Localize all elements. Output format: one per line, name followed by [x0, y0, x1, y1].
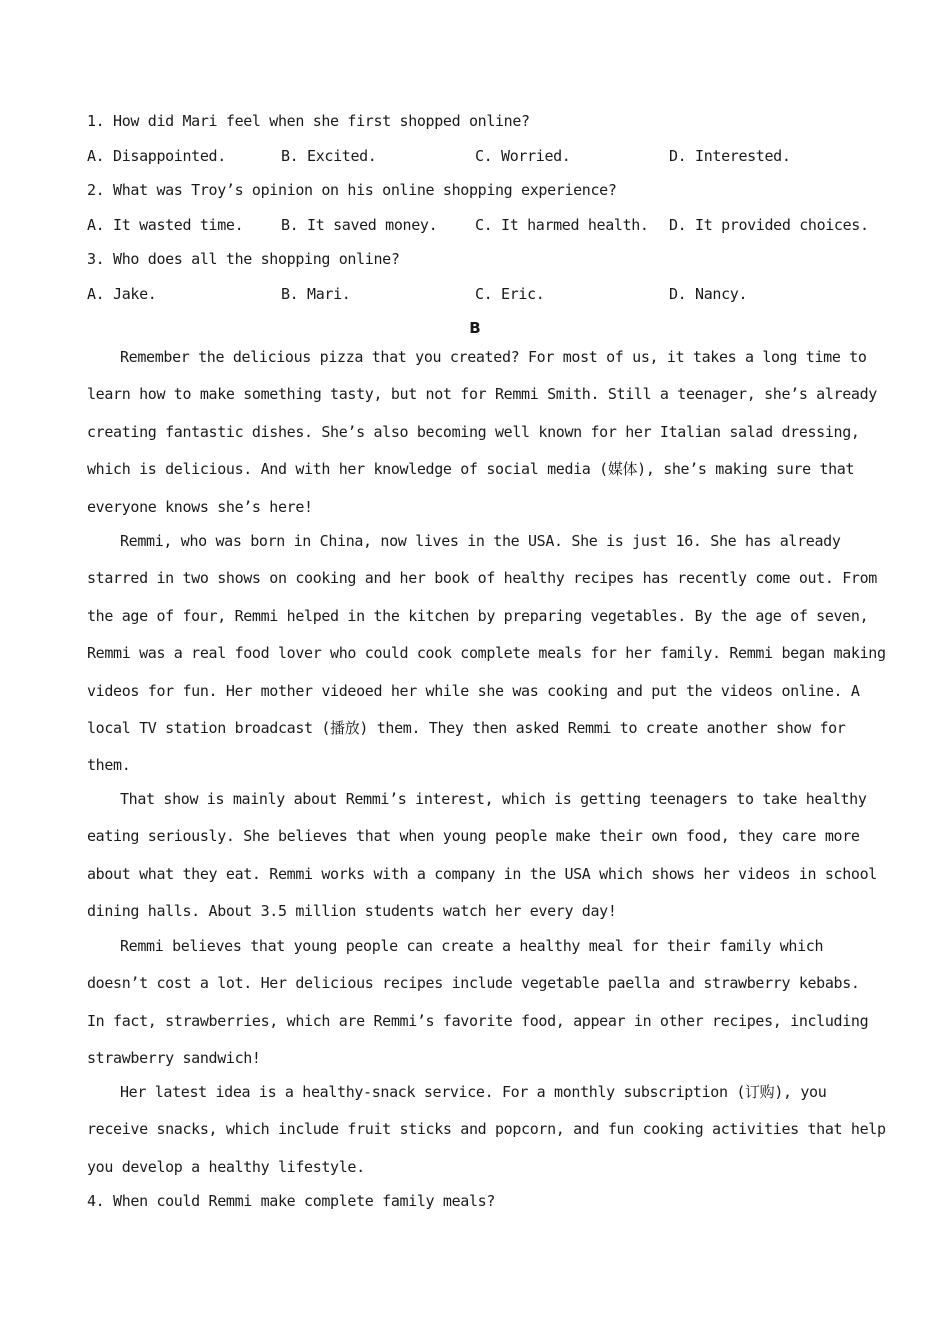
paragraph-line: about what they eat. Remmi works with a company in the USA which shows her videos in school — [87, 864, 877, 883]
question-2-option-a: A. It wasted time. — [87, 216, 244, 234]
paragraph-line: receive snacks, which include fruit sticks and popcorn, and fun cooking activities that help — [87, 1120, 886, 1139]
question-1-options — [87, 145, 872, 167]
paragraph-line: which is delicious. And with her knowledge of social media (媒体), she’s making sure that — [87, 460, 855, 479]
paragraph-line: you develop a healthy lifestyle. — [87, 1157, 365, 1176]
paragraph-line: everyone knows she’s here! — [87, 497, 313, 516]
paragraph-line: local TV station broadcast (播放) them. They then asked Remmi to create another show for — [87, 718, 846, 737]
paragraph-line: them. — [87, 756, 131, 775]
passage-paragraph-3 — [87, 788, 877, 938]
paragraph-line: Remmi was a real food lover who could cook complete meals for her family. Remmi began making — [87, 644, 886, 663]
question-3: 3. Who does all the shopping online? — [87, 250, 400, 268]
question-3-option-d: D. Nancy. — [669, 285, 748, 303]
question-1: 1. How did Mari feel when she first shopped online? — [87, 112, 530, 130]
paragraph-line: starred in two shows on cooking and her book of healthy recipes has recently come out. From — [87, 569, 877, 588]
question-1-option-c: C. Worried. — [475, 147, 571, 165]
question-1-option-a: A. Disappointed. — [87, 147, 226, 165]
question-2-options — [87, 214, 872, 236]
question-2: 2. What was Troy’s opinion on his online shopping experience? — [87, 181, 617, 199]
paragraph-line: eating seriously. She believes that when young people make their own food, they care more — [87, 827, 860, 846]
question-3-option-c: C. Eric. — [475, 285, 545, 303]
paragraph-line: That show is mainly about Remmi’s interest, which is getting teenagers to take healthy — [120, 790, 867, 808]
paragraph-line: strawberry sandwich! — [87, 1049, 261, 1068]
paragraph-line: learn how to make something tasty, but not for Remmi Smith. Still a teenager, she’s already — [87, 385, 877, 404]
paragraph-line: Remember the delicious pizza that you created? For most of us, it takes a long time to — [120, 348, 867, 366]
question-1-option-b: B. Excited. — [281, 147, 377, 165]
paragraph-line: In fact, strawberries, which are Remmi’s favorite food, appear in other recipes, including — [87, 1011, 869, 1030]
passage-paragraph-2 — [87, 530, 886, 792]
paragraph-line: Remmi, who was born in China, now lives in the USA. She is just 16. She has already — [120, 532, 841, 550]
passage-paragraph-4 — [87, 935, 877, 1085]
question-3-option-a: A. Jake. — [87, 285, 157, 303]
paragraph-line: Remmi believes that young people can create a healthy meal for their family which — [120, 937, 824, 955]
paragraph-line: creating fantastic dishes. She’s also becoming well known for her Italian salad dressing, — [87, 422, 860, 441]
section-b-title: B — [469, 319, 481, 337]
passage-paragraph-1 — [87, 346, 877, 533]
question-3-option-b: B. Mari. — [281, 285, 351, 303]
paragraph-line: Her latest idea is a healthy-snack service. For a monthly subscription (订购), you — [120, 1083, 827, 1101]
question-3-options — [87, 283, 872, 305]
question-1-option-d: D. Interested. — [669, 147, 791, 165]
paragraph-line: videos for fun. Her mother videoed her while she was cooking and put the videos online. A — [87, 681, 860, 700]
passage-paragraph-5 — [87, 1081, 886, 1193]
question-2-option-b: B. It saved money. — [281, 216, 438, 234]
question-2-option-d: D. It provided choices. — [669, 216, 869, 234]
paragraph-line: doesn’t cost a lot. Her delicious recipes include vegetable paella and strawberry kebabs. — [87, 974, 860, 993]
question-2-option-c: C. It harmed health. — [475, 216, 649, 234]
paragraph-line: the age of four, Remmi helped in the kitchen by preparing vegetables. By the age of seven, — [87, 606, 869, 625]
paragraph-line: dining halls. About 3.5 million students watch her every day! — [87, 902, 617, 921]
question-4: 4. When could Remmi make complete family meals? — [87, 1192, 495, 1210]
